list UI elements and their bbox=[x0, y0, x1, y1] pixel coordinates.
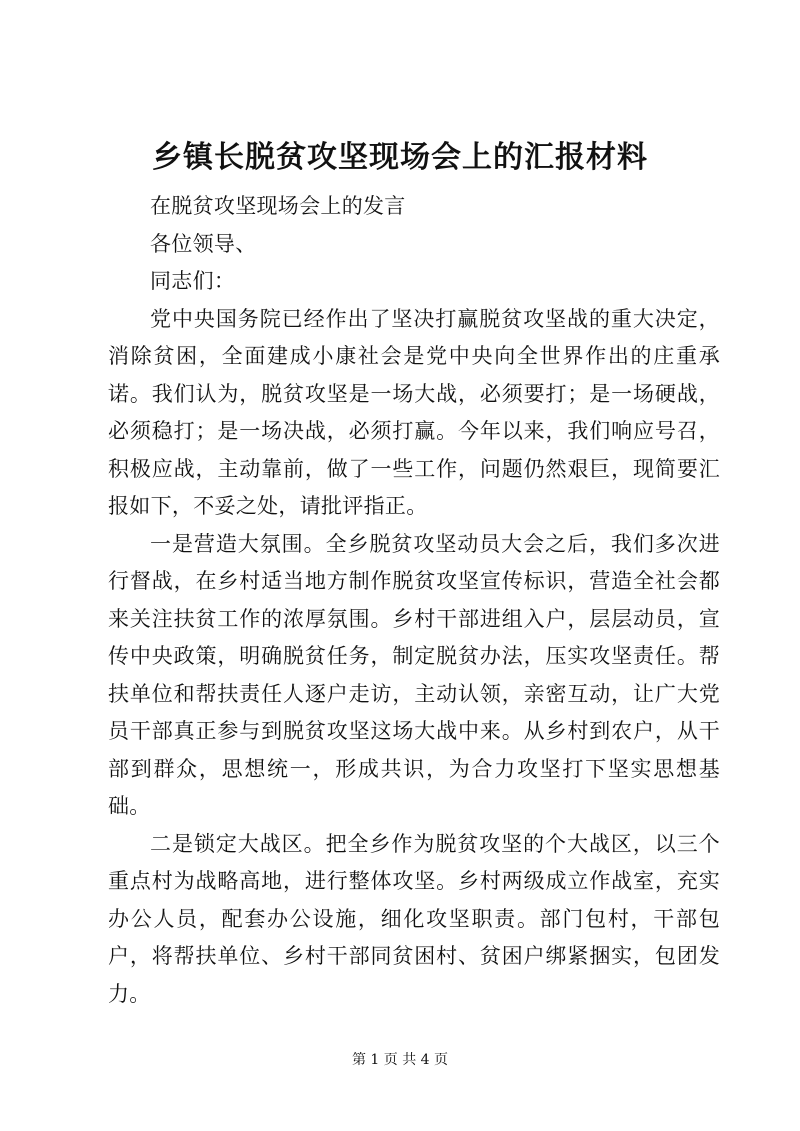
paragraph-subtitle: 在脱贫攻坚现场会上的发言 bbox=[150, 194, 406, 218]
paragraph-intro: 党中央国务院已经作出了坚决打赢脱贫攻坚战的重大决定，消除贫困，全面建成小康社会是党中央向全世界作出的庄重承诺。我们认为，脱贫攻坚是一场大战，必须要打；是一场硬战，必须稳打；是一场决战，必须打赢。今年以来，我们响应号召，积极应战，主动靠前，做了一些工作，问题仍然艰巨，现简要汇报如下，不妥之处，请批评指正。 bbox=[108, 306, 720, 518]
page-number-footer: 第 1 页 共 4 页 bbox=[351, 1052, 449, 1068]
paragraph-salutation-leaders: 各位领导、 bbox=[150, 231, 257, 256]
paragraph-point-two: 二是锁定大战区。把全乡作为脱贫攻坚的个大战区，以三个重点村为战略高地，进行整体攻坚。乡村两级成立作战室，充实办公人员，配套办公设施，细化攻坚职责。部门包村，干部包户，将帮扶单位、乡村干部同贫困村、贫困户绑紧捆实，包团发力。 bbox=[108, 831, 720, 1006]
paragraph-point-one: 一是营造大氛围。全乡脱贫攻坚动员大会之后，我们多次进行督战，在乡村适当地方制作脱贫攻坚宣传标识，营造全社会都来关注扶贫工作的浓厚氛围。乡村干部进组入户，层层动员，宣传中央政策，明确脱贫任务，制定脱贫办法，压实攻坚责任。帮扶单位和帮扶责任人逐户走访，主动认领，亲密互动，让广大党员干部真正参与到脱贫攻坚这场大战中来。从乡村到农户，从干部到群众，思想统一，形成共识，为合力攻坚打下坚实思想基础。 bbox=[108, 531, 720, 818]
document-body bbox=[108, 188, 720, 1013]
document-title: 乡镇长脱贫攻坚现场会上的汇报材料 bbox=[152, 140, 648, 175]
paragraph-salutation-comrades: 同志们： bbox=[150, 269, 236, 293]
